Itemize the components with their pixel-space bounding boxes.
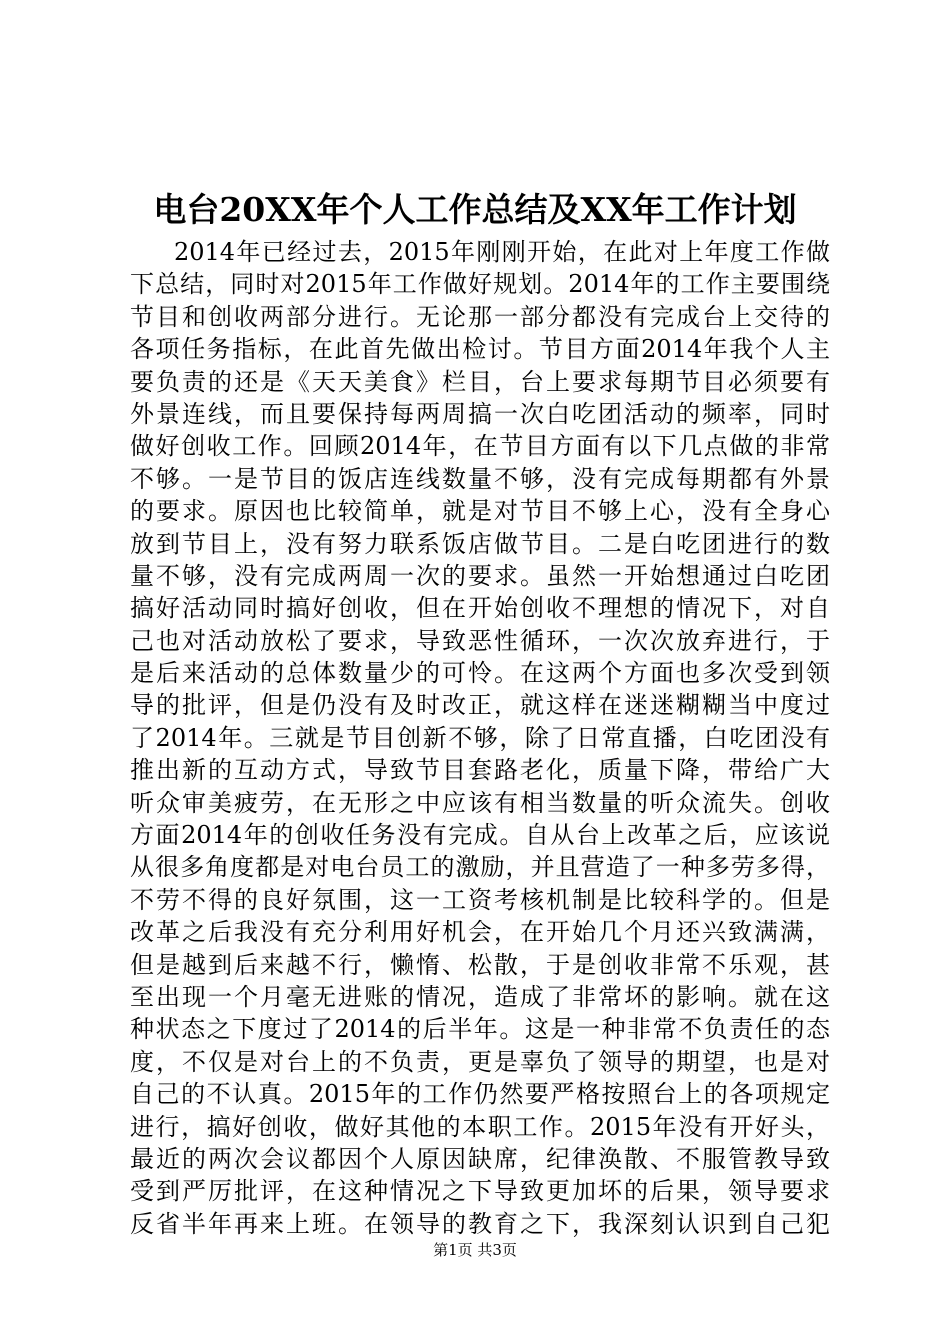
body-line: 进行，搞好创收，做好其他的本职工作。2015年没有开好头， [130, 1112, 830, 1141]
body-line: 自己的不认真。2015年的工作仍然要严格按照台上的各项规定 [130, 1080, 830, 1109]
body-line: 己也对活动放松了要求，导致恶性循环，一次次放弃进行，于 [130, 626, 830, 655]
body-line: 反省半年再来上班。在领导的教育之下，我深刻认识到自己犯 [130, 1209, 830, 1238]
body-line: 改革之后我没有充分利用好机会，在开始几个月还兴致满满， [130, 918, 830, 947]
body-line: 外景连线，而且要保持每两周搞一次白吃团活动的频率，同时 [130, 399, 830, 428]
body-line: 度，不仅是对台上的不负责，更是辜负了领导的期望，也是对 [130, 1047, 830, 1076]
body-line: 受到严厉批评，在这种情况之下导致更加坏的后果，领导要求 [130, 1177, 830, 1206]
body-line: 推出新的互动方式，导致节目套路老化，质量下降，带给广大 [130, 756, 830, 785]
body-line: 是后来活动的总体数量少的可怜。在这两个方面也多次受到领 [130, 659, 830, 688]
body-line: 量不够，没有完成两周一次的要求。虽然一开始想通过白吃团 [130, 561, 830, 590]
body-line: 放到节目上，没有努力联系饭店做节目。二是白吃团进行的数 [130, 529, 830, 558]
body-line: 不够。一是节目的饭店连线数量不够，没有完成每期都有外景 [130, 464, 830, 493]
body-line: 了2014年。三就是节目创新不够，除了日常直播，白吃团没有 [130, 723, 830, 752]
body-line: 听众审美疲劳，在无形之中应该有相当数量的听众流失。创收 [130, 788, 830, 817]
body-line: 最近的两次会议都因个人原因缺席，纪律涣散、不服管教导致 [130, 1144, 830, 1173]
document-title: 电台20XX年个人工作总结及XX年工作计划 [153, 190, 797, 229]
body-line: 节目和创收两部分进行。无论那一部分都没有完成台上交待的 [130, 302, 830, 331]
body-line: 做好创收工作。回顾2014年，在节目方面有以下几点做的非常 [130, 432, 830, 461]
document-body [130, 236, 830, 1240]
body-line: 但是越到后来越不行，懒惰、松散，于是创收非常不乐观，甚 [130, 950, 830, 979]
body-line: 2014年已经过去，2015年刚刚开始，在此对上年度工作做 [174, 238, 830, 266]
body-line: 方面2014年的创收任务没有完成。自从台上改革之后，应该说 [130, 821, 830, 850]
body-line: 种状态之下度过了2014的后半年。这是一种非常不负责任的态 [130, 1015, 830, 1044]
body-line: 搞好活动同时搞好创收，但在开始创收不理想的情况下，对自 [130, 594, 830, 623]
body-line: 导的批评，但是仍没有及时改正，就这样在迷迷糊糊当中度过 [130, 691, 830, 720]
body-line: 各项任务指标，在此首先做出检讨。节目方面2014年我个人主 [130, 335, 830, 364]
body-line: 下总结，同时对2015年工作做好规划。2014年的工作主要围绕 [130, 270, 830, 299]
body-line: 要负责的还是《天天美食》栏目，台上要求每期节目必须要有 [130, 367, 830, 396]
body-line: 从很多角度都是对电台员工的激励，并且营造了一种多劳多得， [130, 853, 830, 882]
body-line: 的要求。原因也比较简单，就是对节目不够上心，没有全身心 [130, 497, 830, 526]
body-line: 至出现一个月毫无进账的情况，造成了非常坏的影响。就在这 [130, 982, 830, 1011]
page-indicator: 第1页 共3页 [433, 1241, 517, 1259]
body-line: 不劳不得的良好氛围，这一工资考核机制是比较科学的。但是 [130, 885, 830, 914]
